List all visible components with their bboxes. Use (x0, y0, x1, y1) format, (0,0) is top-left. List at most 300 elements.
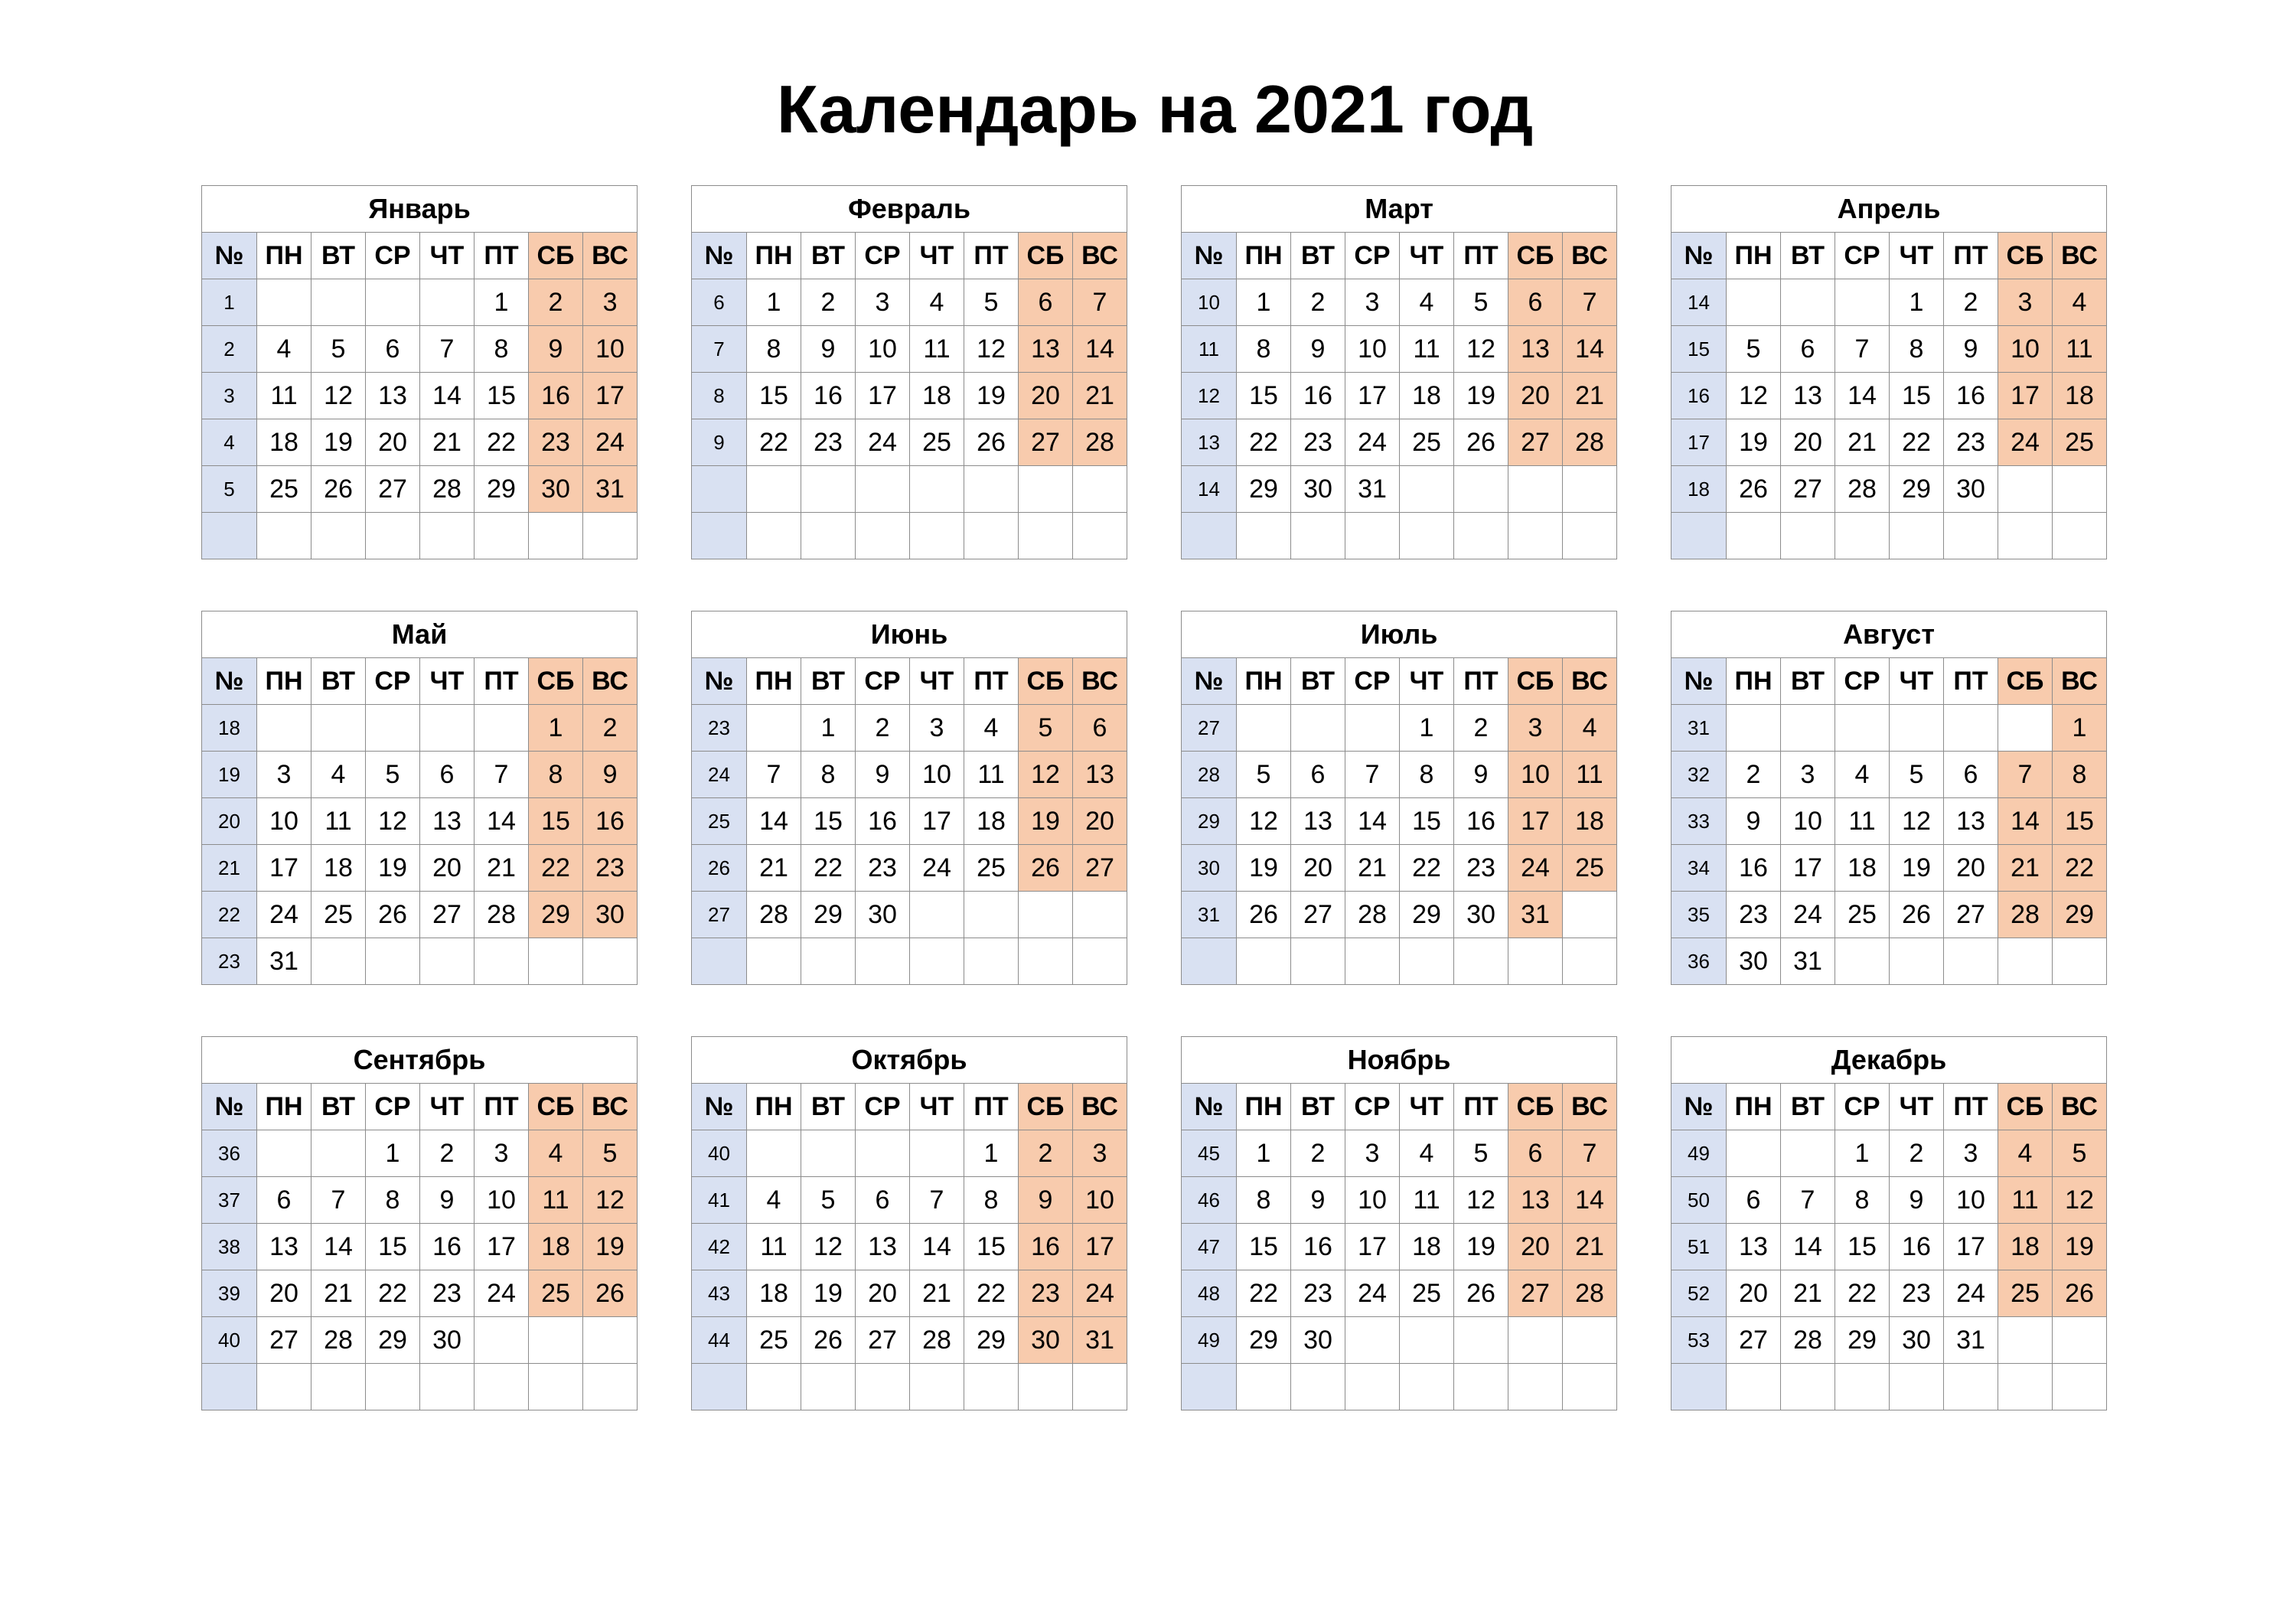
weekend-day-cell (1563, 466, 1617, 513)
weekend-day-cell: 14 (1998, 798, 2053, 845)
month-header-row (1182, 186, 1617, 233)
day-cell (964, 466, 1019, 513)
week-number: 18 (1671, 466, 1727, 513)
week-number: 28 (1182, 752, 1237, 798)
day-cell: 19 (1237, 845, 1291, 892)
day-cell: 10 (856, 326, 910, 373)
weekday-header: ПТ (1454, 1084, 1508, 1130)
day-cell (1291, 938, 1345, 985)
week-row (202, 419, 638, 466)
week-row (1671, 373, 2107, 419)
day-cell: 21 (475, 845, 529, 892)
weekend-day-cell: 18 (2053, 373, 2107, 419)
weekday-header: СР (1345, 658, 1400, 705)
day-cell (475, 1317, 529, 1364)
day-cell (1727, 705, 1781, 752)
week-number: 11 (1182, 326, 1237, 373)
day-cell: 11 (747, 1224, 801, 1270)
weekday-header: ВС (583, 658, 638, 705)
day-cell (1835, 938, 1890, 985)
day-cell: 9 (1291, 1177, 1345, 1224)
day-cell: 20 (420, 845, 475, 892)
weekend-day-cell: 1 (2053, 705, 2107, 752)
day-cell (1890, 1364, 1944, 1410)
weekend-day-cell: 28 (1563, 1270, 1617, 1317)
day-cell: 16 (856, 798, 910, 845)
day-cell: 13 (856, 1224, 910, 1270)
weekend-day-cell: 18 (1998, 1224, 2053, 1270)
week-row (202, 938, 638, 985)
week-number: 10 (1182, 279, 1237, 326)
day-cell (311, 938, 366, 985)
week-row (692, 373, 1127, 419)
weekday-header: СР (366, 658, 420, 705)
weekend-day-cell: 29 (2053, 892, 2107, 938)
day-cell (311, 513, 366, 559)
weekend-day-cell: 24 (583, 419, 638, 466)
week-row (1182, 373, 1617, 419)
day-cell: 14 (1345, 798, 1400, 845)
day-cell: 4 (1400, 279, 1454, 326)
day-cell (1400, 513, 1454, 559)
day-cell: 4 (964, 705, 1019, 752)
weekend-day-cell: 10 (1073, 1177, 1127, 1224)
weekday-header: СР (1345, 1084, 1400, 1130)
weekend-day-cell: 21 (1998, 845, 2053, 892)
week-number: 31 (1182, 892, 1237, 938)
week-row (1671, 1270, 2107, 1317)
day-cell: 13 (1944, 798, 1998, 845)
day-cell: 1 (747, 279, 801, 326)
day-cell (257, 1364, 311, 1410)
week-row (692, 752, 1127, 798)
week-number: 30 (1182, 845, 1237, 892)
day-cell: 31 (1944, 1317, 1998, 1364)
day-cell (910, 892, 964, 938)
week-number: 27 (1182, 705, 1237, 752)
weekday-header: ВС (1563, 233, 1617, 279)
weekday-header: ПН (1237, 1084, 1291, 1130)
day-cell: 18 (910, 373, 964, 419)
week-number: 37 (202, 1177, 257, 1224)
weekend-day-cell: 3 (1508, 705, 1563, 752)
weekday-header: ВТ (1291, 1084, 1345, 1130)
day-cell: 18 (747, 1270, 801, 1317)
day-cell: 5 (1237, 752, 1291, 798)
weekend-day-cell: 11 (1998, 1177, 2053, 1224)
day-cell: 13 (1781, 373, 1835, 419)
weekday-header: ВТ (1291, 658, 1345, 705)
day-cell: 22 (366, 1270, 420, 1317)
day-cell (420, 938, 475, 985)
day-cell: 12 (311, 373, 366, 419)
weekday-header: СБ (529, 1084, 583, 1130)
day-cell (257, 513, 311, 559)
weekday-header: СБ (1508, 658, 1563, 705)
weekday-header: ПТ (1454, 658, 1508, 705)
day-cell: 30 (1890, 1317, 1944, 1364)
day-cell: 1 (801, 705, 856, 752)
weekend-day-cell: 9 (529, 326, 583, 373)
week-number: 2 (202, 326, 257, 373)
day-cell: 15 (1237, 1224, 1291, 1270)
weekend-day-cell (1073, 892, 1127, 938)
week-number: 46 (1182, 1177, 1237, 1224)
weekend-day-cell: 12 (2053, 1177, 2107, 1224)
weekend-day-cell: 6 (1508, 1130, 1563, 1177)
day-cell: 6 (1291, 752, 1345, 798)
day-cell: 27 (1727, 1317, 1781, 1364)
weekend-day-cell (1508, 466, 1563, 513)
weekend-day-cell: 4 (1998, 1130, 2053, 1177)
month-table (1671, 1036, 2107, 1410)
day-cell: 10 (1781, 798, 1835, 845)
weekend-day-cell: 20 (1508, 373, 1563, 419)
day-cell: 23 (1291, 419, 1345, 466)
weekend-day-cell (1998, 466, 2053, 513)
day-cell: 28 (475, 892, 529, 938)
day-cell: 2 (1727, 752, 1781, 798)
day-cell (420, 1364, 475, 1410)
weekday-header-row (1182, 658, 1617, 705)
weekday-header: ПТ (964, 1084, 1019, 1130)
day-cell (1727, 1130, 1781, 1177)
day-cell: 11 (1400, 1177, 1454, 1224)
weekend-day-cell (1563, 892, 1617, 938)
week-number: 42 (692, 1224, 747, 1270)
day-cell (747, 513, 801, 559)
day-cell (1890, 705, 1944, 752)
day-cell (1835, 705, 1890, 752)
weekday-header: ПТ (475, 658, 529, 705)
day-cell: 22 (1890, 419, 1944, 466)
weekend-day-cell: 16 (1019, 1224, 1073, 1270)
week-row (202, 1224, 638, 1270)
day-cell: 30 (1454, 892, 1508, 938)
week-row (202, 1130, 638, 1177)
weekend-day-cell (1998, 705, 2053, 752)
day-cell (910, 513, 964, 559)
day-cell (475, 1364, 529, 1410)
day-cell (856, 1130, 910, 1177)
weekday-header: ВТ (1291, 233, 1345, 279)
day-cell: 6 (420, 752, 475, 798)
day-cell (1781, 705, 1835, 752)
day-cell (856, 513, 910, 559)
weekday-header-row (1671, 658, 2107, 705)
day-cell: 8 (1400, 752, 1454, 798)
day-cell: 9 (856, 752, 910, 798)
day-cell (910, 938, 964, 985)
day-cell: 9 (1454, 752, 1508, 798)
day-cell: 21 (311, 1270, 366, 1317)
day-cell: 23 (1291, 1270, 1345, 1317)
day-cell: 26 (1454, 1270, 1508, 1317)
day-cell: 19 (1454, 373, 1508, 419)
weekend-day-cell: 26 (583, 1270, 638, 1317)
day-cell (1237, 705, 1291, 752)
week-number: 4 (202, 419, 257, 466)
month-table (1181, 1036, 1617, 1410)
day-cell: 1 (1890, 279, 1944, 326)
weekend-day-cell: 14 (1563, 326, 1617, 373)
day-cell (1944, 938, 1998, 985)
day-cell (1237, 938, 1291, 985)
week-number: 26 (692, 845, 747, 892)
week-number: 40 (202, 1317, 257, 1364)
weekday-header: ЧТ (1400, 233, 1454, 279)
weekday-header: СР (856, 658, 910, 705)
weekend-day-cell: 18 (1563, 798, 1617, 845)
weekday-header: СБ (1998, 233, 2053, 279)
day-cell: 31 (1345, 466, 1400, 513)
day-cell: 21 (420, 419, 475, 466)
day-cell: 28 (1835, 466, 1890, 513)
week-number: 41 (692, 1177, 747, 1224)
weekend-day-cell (1073, 513, 1127, 559)
week-row (692, 938, 1127, 985)
weekend-day-cell (1998, 513, 2053, 559)
week-row (202, 513, 638, 559)
day-cell: 20 (366, 419, 420, 466)
weekend-day-cell: 13 (1508, 326, 1563, 373)
weekday-header: СР (1345, 233, 1400, 279)
day-cell: 22 (964, 1270, 1019, 1317)
day-cell: 23 (1890, 1270, 1944, 1317)
weekend-day-cell (1019, 892, 1073, 938)
day-cell (1944, 1364, 1998, 1410)
day-cell (311, 279, 366, 326)
day-cell: 8 (747, 326, 801, 373)
day-cell: 12 (366, 798, 420, 845)
day-cell: 30 (1727, 938, 1781, 985)
month-header-row (1671, 186, 2107, 233)
weekend-day-cell (1998, 938, 2053, 985)
month-header-row (692, 611, 1127, 658)
day-cell: 1 (1237, 279, 1291, 326)
week-row (1182, 1224, 1617, 1270)
weekday-header: ВТ (801, 1084, 856, 1130)
day-cell: 16 (1454, 798, 1508, 845)
day-cell (1237, 1364, 1291, 1410)
day-cell: 14 (420, 373, 475, 419)
day-cell: 17 (856, 373, 910, 419)
weekday-header: ПН (1237, 658, 1291, 705)
week-number-header: № (1182, 233, 1237, 279)
month-header-row (692, 1037, 1127, 1084)
weekend-day-cell: 15 (529, 798, 583, 845)
day-cell: 7 (475, 752, 529, 798)
day-cell: 14 (1781, 1224, 1835, 1270)
week-number: 5 (202, 466, 257, 513)
day-cell: 11 (1835, 798, 1890, 845)
weekend-day-cell: 17 (1998, 373, 2053, 419)
day-cell: 22 (475, 419, 529, 466)
weekday-header: СБ (1019, 233, 1073, 279)
weekend-day-cell: 30 (529, 466, 583, 513)
day-cell: 8 (1237, 326, 1291, 373)
month-table (1671, 611, 2107, 985)
day-cell: 15 (1237, 373, 1291, 419)
day-cell: 24 (1944, 1270, 1998, 1317)
week-number: 34 (1671, 845, 1727, 892)
day-cell (1890, 513, 1944, 559)
month-header-row (1182, 611, 1617, 658)
day-cell: 22 (1237, 419, 1291, 466)
day-cell: 16 (1890, 1224, 1944, 1270)
day-cell: 3 (1781, 752, 1835, 798)
day-cell: 16 (420, 1224, 475, 1270)
week-row (1182, 892, 1617, 938)
weekend-day-cell: 10 (583, 326, 638, 373)
weekend-day-cell: 28 (1073, 419, 1127, 466)
week-number: 27 (692, 892, 747, 938)
day-cell: 11 (910, 326, 964, 373)
day-cell: 26 (1890, 892, 1944, 938)
day-cell: 17 (1345, 1224, 1400, 1270)
week-number: 38 (202, 1224, 257, 1270)
month-name: Декабрь (1671, 1037, 2107, 1084)
day-cell (257, 279, 311, 326)
day-cell (910, 1130, 964, 1177)
weekend-day-cell: 19 (2053, 1224, 2107, 1270)
day-cell (1400, 1364, 1454, 1410)
day-cell: 8 (1237, 1177, 1291, 1224)
week-number-header: № (1671, 1084, 1727, 1130)
week-row (1182, 705, 1617, 752)
weekend-day-cell: 23 (1019, 1270, 1073, 1317)
month-name: Апрель (1671, 186, 2107, 233)
day-cell: 12 (1237, 798, 1291, 845)
week-row (1671, 326, 2107, 373)
week-row (1182, 845, 1617, 892)
week-row (1671, 798, 2107, 845)
day-cell: 1 (366, 1130, 420, 1177)
day-cell: 27 (366, 466, 420, 513)
day-cell: 5 (1454, 1130, 1508, 1177)
day-cell: 3 (1345, 279, 1400, 326)
day-cell: 29 (964, 1317, 1019, 1364)
weekday-header-row (692, 1084, 1127, 1130)
week-row (692, 1317, 1127, 1364)
week-number: 15 (1671, 326, 1727, 373)
week-row (692, 326, 1127, 373)
day-cell (1237, 513, 1291, 559)
week-number: 33 (1671, 798, 1727, 845)
day-cell: 12 (964, 326, 1019, 373)
day-cell: 22 (1835, 1270, 1890, 1317)
weekend-day-cell (1508, 938, 1563, 985)
week-row (1671, 1130, 2107, 1177)
week-number: 31 (1671, 705, 1727, 752)
weekend-day-cell: 26 (1019, 845, 1073, 892)
day-cell (475, 938, 529, 985)
day-cell: 7 (1345, 752, 1400, 798)
weekend-day-cell: 24 (1073, 1270, 1127, 1317)
day-cell: 10 (475, 1177, 529, 1224)
day-cell: 9 (1727, 798, 1781, 845)
weekday-header: ЧТ (910, 1084, 964, 1130)
week-number (202, 513, 257, 559)
weekend-day-cell: 16 (583, 798, 638, 845)
weekend-day-cell: 6 (1073, 705, 1127, 752)
day-cell: 10 (1345, 1177, 1400, 1224)
day-cell: 6 (257, 1177, 311, 1224)
weekend-day-cell: 19 (583, 1224, 638, 1270)
weekday-header: ЧТ (1890, 658, 1944, 705)
day-cell (1454, 1317, 1508, 1364)
day-cell: 3 (475, 1130, 529, 1177)
day-cell: 29 (1835, 1317, 1890, 1364)
day-cell: 8 (1835, 1177, 1890, 1224)
day-cell: 8 (475, 326, 529, 373)
week-row (1182, 466, 1617, 513)
weekday-header-row (1671, 1084, 2107, 1130)
day-cell: 25 (1400, 1270, 1454, 1317)
day-cell (311, 1130, 366, 1177)
weekend-day-cell: 4 (529, 1130, 583, 1177)
week-number: 43 (692, 1270, 747, 1317)
weekday-header: ПН (1727, 1084, 1781, 1130)
weekday-header: ЧТ (420, 1084, 475, 1130)
weekday-header: ЧТ (910, 658, 964, 705)
weekend-day-cell: 20 (1019, 373, 1073, 419)
week-row (202, 845, 638, 892)
weekend-day-cell: 9 (583, 752, 638, 798)
day-cell: 2 (801, 279, 856, 326)
week-number: 25 (692, 798, 747, 845)
weekday-header: ПН (257, 658, 311, 705)
weekend-day-cell: 13 (1019, 326, 1073, 373)
week-row (202, 892, 638, 938)
weekend-day-cell: 19 (1019, 798, 1073, 845)
week-row (692, 705, 1127, 752)
weekend-day-cell (1563, 513, 1617, 559)
week-number: 21 (202, 845, 257, 892)
day-cell: 29 (1890, 466, 1944, 513)
day-cell: 16 (1291, 373, 1345, 419)
day-cell: 15 (747, 373, 801, 419)
month-table (691, 185, 1127, 559)
week-row (1671, 938, 2107, 985)
day-cell (1890, 938, 1944, 985)
week-row (1671, 513, 2107, 559)
week-row (692, 1270, 1127, 1317)
week-number: 35 (1671, 892, 1727, 938)
month-name: Июль (1182, 611, 1617, 658)
weekday-header: ВС (1563, 658, 1617, 705)
weekend-day-cell (529, 1364, 583, 1410)
weekend-day-cell (2053, 513, 2107, 559)
weekday-header: СР (366, 1084, 420, 1130)
day-cell (856, 1364, 910, 1410)
day-cell: 26 (964, 419, 1019, 466)
weekday-header: ВТ (311, 233, 366, 279)
day-cell: 25 (1835, 892, 1890, 938)
day-cell (1835, 1364, 1890, 1410)
weekend-day-cell: 23 (583, 845, 638, 892)
day-cell: 12 (1890, 798, 1944, 845)
weekend-day-cell: 5 (2053, 1130, 2107, 1177)
week-row (692, 419, 1127, 466)
day-cell: 29 (366, 1317, 420, 1364)
week-row (202, 1270, 638, 1317)
day-cell (1400, 938, 1454, 985)
day-cell: 15 (1835, 1224, 1890, 1270)
day-cell: 27 (1781, 466, 1835, 513)
month-name: Июнь (692, 611, 1127, 658)
weekend-day-cell (1019, 513, 1073, 559)
